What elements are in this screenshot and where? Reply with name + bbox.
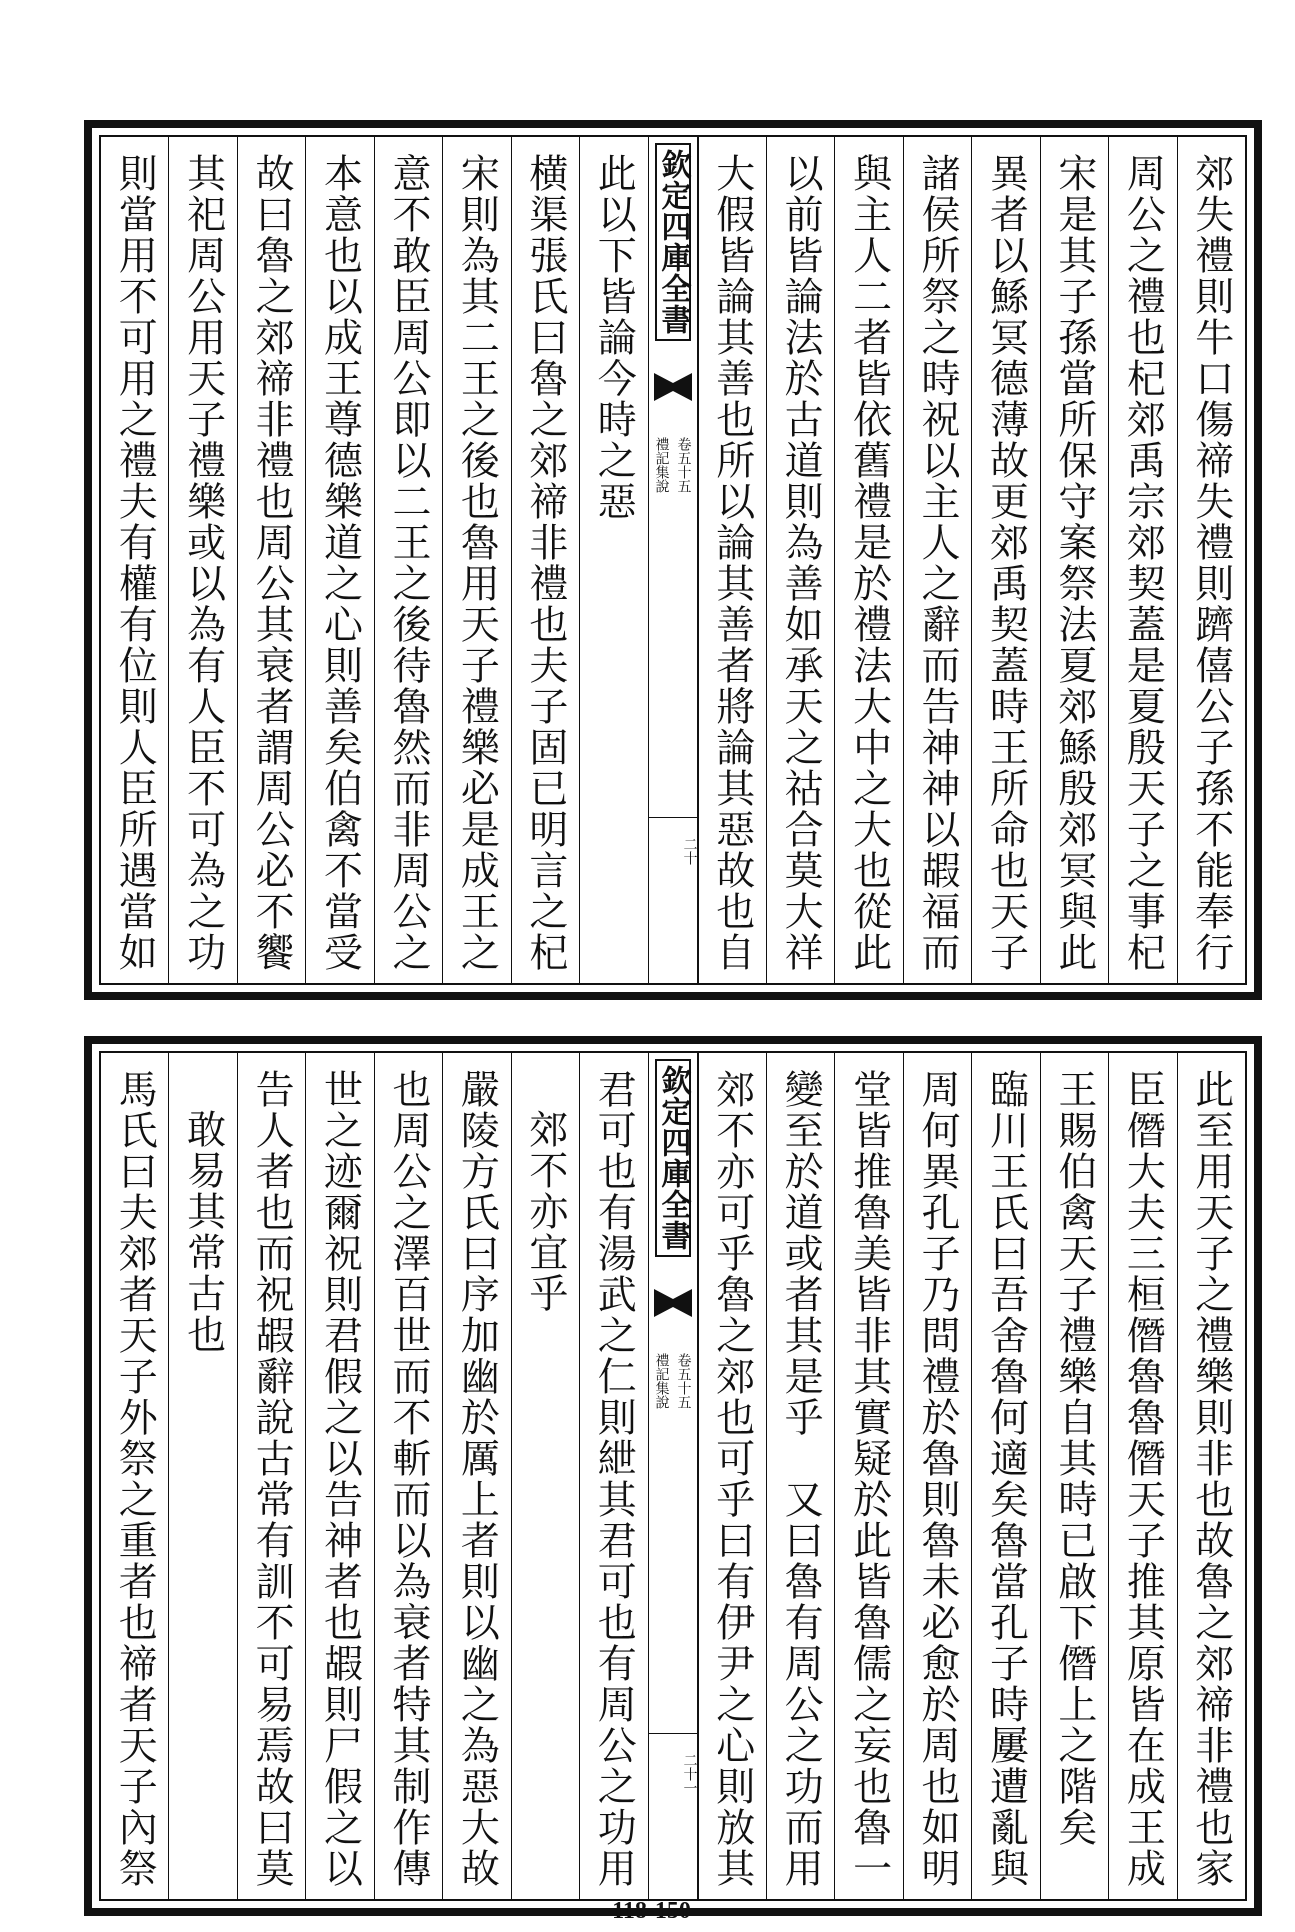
text-column: 此以下皆論今時之惡	[579, 137, 647, 983]
text-column: 敢易其常古也	[168, 1053, 236, 1899]
top-page-columns	[99, 135, 1247, 985]
text-column: 則當用不可用之禮夫有權有位則人臣所遇當如	[112, 153, 158, 973]
volume-label: 卷五十五	[675, 1353, 692, 1409]
text-column: 王賜伯禽天子禮樂自其時已啟下僭上之階矣	[1040, 1053, 1108, 1899]
leaf-divider	[649, 1733, 697, 1734]
top-page-frame	[84, 120, 1262, 1000]
text-column: 也周公之澤百世而不斬而以為衰者特其制作傳	[374, 1053, 442, 1899]
text-column: 臨川王氏曰吾舍魯何適矣魯當孔子時屢遭亂與	[971, 1053, 1039, 1899]
book-title: 禮記集說	[653, 437, 670, 493]
siku-banner: 欽定四庫全書	[655, 1059, 691, 1257]
fish-tail-ornament-icon	[649, 1289, 697, 1317]
book-title: 禮記集說	[653, 1353, 670, 1409]
text-column: 臣僭大夫三桓僭魯魯僭天子推其原皆在成王成	[1108, 1053, 1176, 1899]
text-column: 與主人二者皆依舊禮是於禮法大中之大也從此	[834, 137, 902, 983]
text-column: 變至於道或者其是乎 又曰魯有周公之功而用	[766, 1053, 834, 1899]
text-column: 其祀周公用天子禮樂或以為有人臣不可為之功	[168, 137, 236, 983]
text-column: 嚴陵方氏曰序加幽於厲上者則以幽之為惡大故	[442, 1053, 510, 1899]
text-column: 故曰魯之郊禘非禮也周公其衰者謂周公必不饗	[237, 137, 305, 983]
text-column: 堂皆推魯美皆非其實疑於此皆魯儒之妄也魯一	[834, 1053, 902, 1899]
text-column: 郊失禮則牛口傷禘失禮則躋僖公子孫不能奉行	[1177, 137, 1245, 983]
text-column: 異者以鯀冥德薄故更郊禹契蓋時王所命也天子	[971, 137, 1039, 983]
text-column: 諸侯所祭之時祝以主人之辭而告神神以嘏福而	[903, 137, 971, 983]
text-column: 周何異孔子乃問禮於魯則魯未必愈於周也如明	[903, 1053, 971, 1899]
text-column: 以前皆論法於古道則為善如承天之祜合莫大祥	[766, 137, 834, 983]
text-column: 郊不亦宜乎	[511, 1053, 579, 1899]
center-gutter	[648, 137, 698, 983]
page-number: ·118-150	[604, 1898, 691, 1924]
text-column: 宋是其子孫當所保守案祭法夏郊鯀殷郊冥與此	[1040, 137, 1108, 983]
text-column: 宋則為其二王之後也魯用天子禮樂必是成王之	[442, 137, 510, 983]
leaf-number: 二十	[681, 837, 698, 865]
text-column: 告人者也而祝嘏辭說古常有訓不可易焉故曰莫	[237, 1053, 305, 1899]
text-column: 此至用天子之禮樂則非也故魯之郊禘非禮也家	[1177, 1053, 1245, 1899]
fish-tail-ornament-icon	[649, 373, 697, 401]
leaf-number: 二十一	[681, 1753, 698, 1795]
text-column: 横渠張氏曰魯之郊禘非禮也夫子固已明言之杞	[511, 137, 579, 983]
siku-banner: 欽定四庫全書	[655, 143, 691, 341]
text-column: 意不敢臣周公即以二王之後待魯然而非周公之	[374, 137, 442, 983]
text-column: 大假皆論其善也所以論其善者將論其惡故也自	[698, 137, 766, 983]
bottom-page-columns	[99, 1051, 1247, 1901]
text-column: 郊不亦可乎魯之郊也可乎曰有伊尹之心則放其	[698, 1053, 766, 1899]
leaf-divider	[649, 817, 697, 818]
bottom-page-frame	[84, 1036, 1262, 1916]
text-column: 本意也以成王尊德樂道之心則善矣伯禽不當受	[305, 137, 373, 983]
volume-label: 卷五十五	[675, 437, 692, 493]
text-column: 周公之禮也杞郊禹宗郊契蓋是夏殷天子之事杞	[1108, 137, 1176, 983]
text-column: 馬氏曰夫郊者天子外祭之重者也禘者天子內祭	[112, 1069, 158, 1889]
text-column: 君可也有湯武之仁則紲其君可也有周公之功用	[579, 1053, 647, 1899]
center-gutter	[648, 1053, 698, 1899]
text-column: 世之迹爾祝則君假之以告神者也嘏則尸假之以	[305, 1053, 373, 1899]
